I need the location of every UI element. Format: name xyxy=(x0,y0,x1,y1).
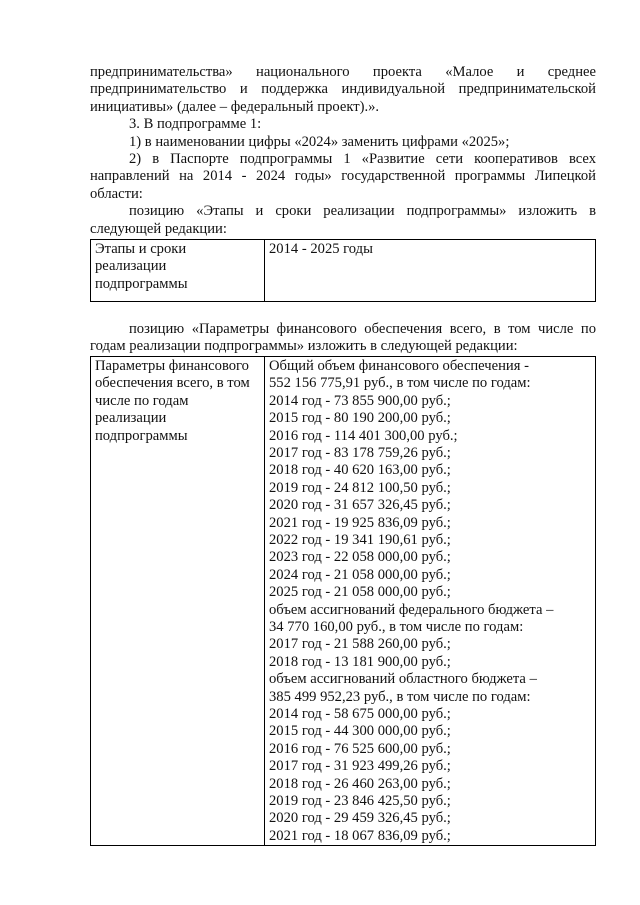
paragraph-stages-position: позицию «Этапы и сроки реализации подпрограммы» изложить в следующей редакции: xyxy=(90,203,596,237)
finance-table xyxy=(90,356,596,846)
finance-line: 2015 год - 44 300 000,00 руб.; xyxy=(269,723,451,740)
paragraph-item-2: 2) в Паспорте подпрограммы 1 «Развитие сети кооперативов всех направлений на 2014 - 2024 годы» государственной программы Липецкой области: xyxy=(90,151,596,202)
finance-line: 2018 год - 40 620 163,00 руб.; xyxy=(269,462,451,479)
finance-line: 34 770 160,00 руб., в том числе по годам: xyxy=(269,618,524,635)
finance-line: объем ассигнований федерального бюджета – xyxy=(269,601,554,618)
finance-line: 2014 год - 58 675 000,00 руб.; xyxy=(269,706,451,722)
stages-table xyxy=(90,239,596,302)
finance-line: 2017 год - 83 178 759,26 руб.; xyxy=(269,444,451,461)
finance-line: 385 499 952,23 руб., в том числе по годам: xyxy=(269,688,531,705)
finance-label-cell: Параметры финансового обеспечения всего, в том числе по годам реализации подпрограммы xyxy=(91,356,265,845)
finance-line: 2019 год - 23 846 425,50 руб.; xyxy=(269,793,451,810)
paragraph-item-1: 1) в наименовании цифры «2024» заменить цифрами «2025»; xyxy=(129,133,510,150)
finance-line: 2022 год - 19 341 190,61 руб.; xyxy=(269,531,451,548)
stages-label-cell: Этапы и сроки реализации подпрограммы xyxy=(91,240,265,302)
stages-value-cell: 2014 - 2025 годы xyxy=(265,240,596,302)
finance-line: 2014 год - 73 855 900,00 руб.; xyxy=(269,392,451,409)
paragraph-subprogram-heading: 3. В подпрограмме 1: xyxy=(129,116,262,133)
finance-line: 2018 год - 26 460 263,00 руб.; xyxy=(269,775,451,792)
finance-line: 2020 год - 31 657 326,45 руб.; xyxy=(269,497,451,514)
finance-line: 2017 год - 31 923 499,26 руб.; xyxy=(269,758,451,775)
finance-line: 2015 год - 80 190 200,00 руб.; xyxy=(269,410,451,427)
spacer xyxy=(90,302,596,321)
table-row xyxy=(91,356,596,845)
finance-line: объем ассигнований областного бюджета – xyxy=(269,671,537,688)
finance-line: 2016 год - 76 525 600,00 руб.; xyxy=(269,740,451,757)
paragraph-finance-position: позицию «Параметры финансового обеспечения всего, в том числе по годам реализации подпрограммы» изложить в следующей редакции: xyxy=(90,321,596,355)
finance-line: 2016 год - 114 401 300,00 руб.; xyxy=(269,427,458,444)
paragraph-federal-project: предпринимательства» национального проекта «Малое и среднее предпринимательство и поддержка индивидуальной предпринимательской инициативы» (далее – федеральный проект).». xyxy=(90,64,596,115)
finance-line: 2020 год - 29 459 326,45 руб.; xyxy=(269,810,451,827)
finance-line: 2017 год - 21 588 260,00 руб.; xyxy=(269,636,451,653)
finance-value-cell xyxy=(265,356,596,845)
finance-line: 2024 год - 21 058 000,00 руб.; xyxy=(269,566,451,583)
finance-line: 2021 год - 19 925 836,09 руб.; xyxy=(269,514,451,531)
finance-line: 2018 год - 13 181 900,00 руб.; xyxy=(269,653,451,670)
finance-line: 552 156 775,91 руб., в том числе по годам: xyxy=(269,375,531,392)
document-page xyxy=(90,64,596,846)
table-row xyxy=(91,240,596,302)
finance-line: 2021 год - 18 067 836,09 руб.; xyxy=(269,827,451,844)
finance-line: 2025 год - 21 058 000,00 руб.; xyxy=(269,584,451,601)
finance-line: 2019 год - 24 812 100,50 руб.; xyxy=(269,479,451,496)
finance-line: 2023 год - 22 058 000,00 руб.; xyxy=(269,549,451,566)
finance-line: Общий объем финансового обеспечения - xyxy=(269,357,529,374)
